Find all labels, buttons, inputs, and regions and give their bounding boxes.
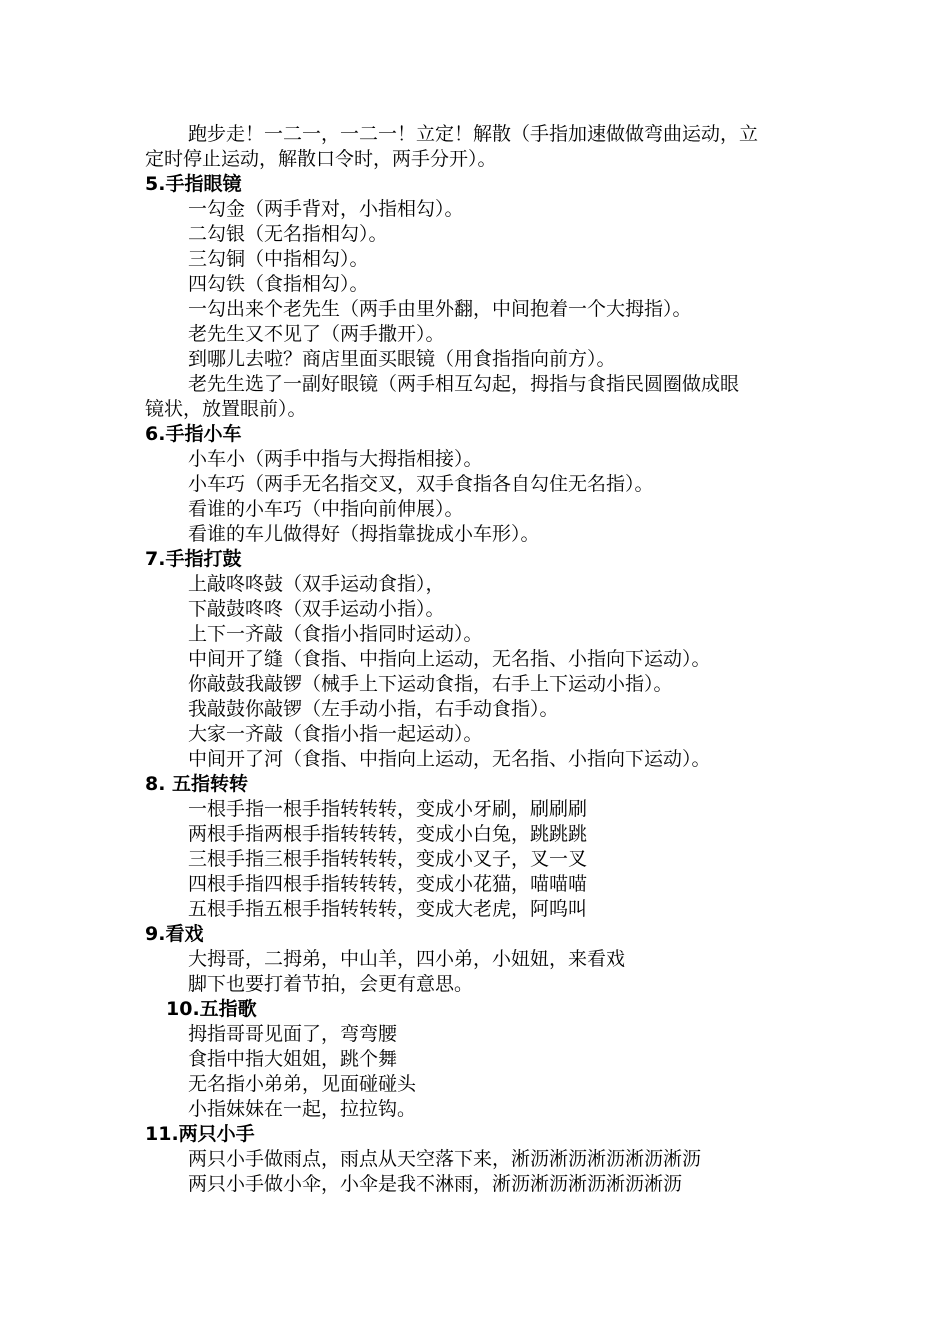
text-line: 小车巧（两手无名指交叉，双手食指各自勾住无名指）。 bbox=[188, 473, 654, 495]
section-heading: 6.手指小车 bbox=[145, 423, 242, 445]
text-line: 看谁的车儿做得好（拇指靠拢成小车形）。 bbox=[188, 523, 540, 545]
text-line: 到哪儿去啦？商店里面买眼镜（用食指指向前方）。 bbox=[188, 348, 616, 370]
text-line: 脚下也要打着节拍，会更有意思。 bbox=[188, 973, 474, 995]
text-line: 无名指小弟弟，见面碰碰头 bbox=[188, 1073, 417, 1095]
text-line: 三根手指三根手指转转转，变成小叉子，叉一叉 bbox=[188, 848, 588, 870]
text-line: 老先生选了一副好眼镜（两手相互勾起，拇指与食指民圆圈做成眼 bbox=[188, 373, 740, 395]
text-line: 一勾金（两手背对，小指相勾）。 bbox=[188, 198, 464, 220]
text-line: 你敲鼓我敲锣（械手上下运动食指，右手上下运动小指）。 bbox=[188, 673, 673, 695]
text-line: 小车小（两手中指与大拇指相接）。 bbox=[188, 448, 483, 470]
text-line: 中间开了缝（食指、中指向上运动，无名指、小指向下运动）。 bbox=[188, 648, 711, 670]
document-page bbox=[0, 122, 950, 1197]
text-line: 上下一齐敲（食指小指同时运动）。 bbox=[188, 623, 483, 645]
text-line: 三勾铜（中指相勾）。 bbox=[188, 248, 369, 270]
text-line: 两只小手做雨点，雨点从天空落下来，淅沥淅沥淅沥淅沥淅沥 bbox=[188, 1148, 702, 1170]
text-line: 跑步走！一二一，一二一！立定！解散（手指加速做做弯曲运动，立 bbox=[188, 123, 759, 145]
text-line: 镜状，放置眼前）。 bbox=[145, 398, 307, 420]
section-heading: 10.五指歌 bbox=[166, 998, 257, 1020]
text-line: 食指中指大姐姐，跳个舞 bbox=[188, 1048, 398, 1070]
section-heading: 8. 五指转转 bbox=[145, 773, 249, 795]
text-line: 定时停止运动，解散口令时，两手分开）。 bbox=[145, 148, 497, 170]
text-line: 老先生又不见了（两手撒开）。 bbox=[188, 323, 445, 345]
text-line: 大家一齐敲（食指小指一起运动）。 bbox=[188, 723, 483, 745]
text-line: 四根手指四根手指转转转，变成小花猫，喵喵喵 bbox=[188, 873, 588, 895]
text-line: 一根手指一根手指转转转，变成小牙刷，刷刷刷 bbox=[188, 798, 588, 820]
text-line: 看谁的小车巧（中指向前伸展）。 bbox=[188, 498, 464, 520]
text-line: 拇指哥哥见面了，弯弯腰 bbox=[188, 1023, 398, 1045]
text-line: 四勾铁（食指相勾）。 bbox=[188, 273, 369, 295]
text-line: 一勾出来个老先生（两手由里外翻，中间抱着一个大拇指）。 bbox=[188, 298, 692, 320]
section-heading: 9.看戏 bbox=[145, 923, 204, 945]
text-line: 两只小手做小伞，小伞是我不淋雨，淅沥淅沥淅沥淅沥淅沥 bbox=[188, 1173, 683, 1195]
section-heading: 7.手指打鼓 bbox=[145, 548, 242, 570]
text-line: 二勾银（无名指相勾）。 bbox=[188, 223, 388, 245]
text-line: 上敲咚咚鼓（双手运动食指）， bbox=[188, 573, 445, 595]
text-line: 小指妹妹在一起，拉拉钩。 bbox=[188, 1098, 417, 1120]
text-line: 大拇哥，二拇弟，中山羊，四小弟，小妞妞，来看戏 bbox=[188, 948, 626, 970]
text-line: 中间开了河（食指、中指向上运动，无名指、小指向下运动）。 bbox=[188, 748, 711, 770]
text-line: 我敲鼓你敲锣（左手动小指，右手动食指）。 bbox=[188, 698, 559, 720]
section-heading: 11.两只小手 bbox=[145, 1123, 255, 1145]
text-line: 下敲鼓咚咚（双手运动小指）。 bbox=[188, 598, 445, 620]
section-heading: 5.手指眼镜 bbox=[145, 173, 242, 195]
text-line: 五根手指五根手指转转转，变成大老虎，阿呜叫 bbox=[188, 898, 588, 920]
text-line: 两根手指两根手指转转转，变成小白兔，跳跳跳 bbox=[188, 823, 588, 845]
